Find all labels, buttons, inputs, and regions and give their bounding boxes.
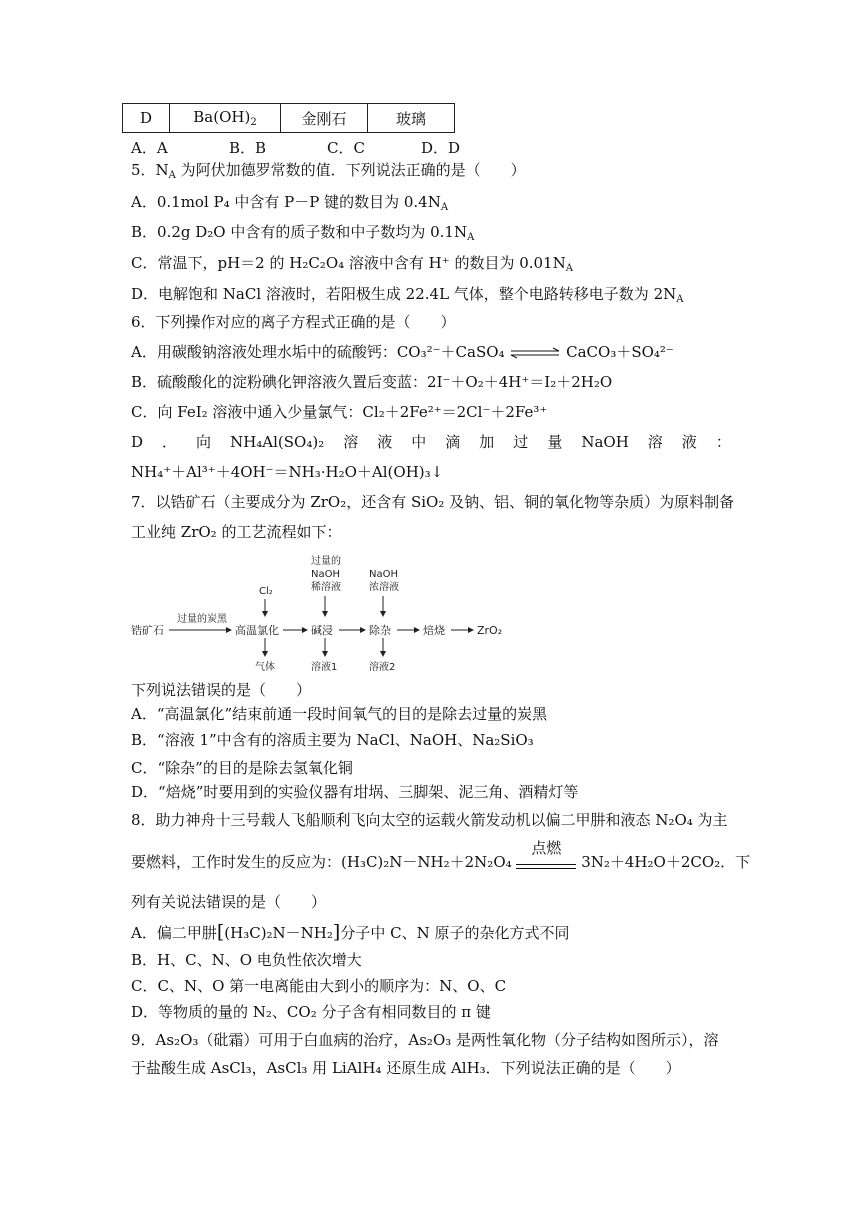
question-9-stem-line1: 9．As₂O₃（砒霜）可用于白血病的治疗，As₂O₃ 是两性氧化物（分子结构如图所示），溶 bbox=[131, 1031, 719, 1049]
question-7-ask: 下列说法错误的是（ ） bbox=[131, 681, 312, 699]
flow-reagent2-line2: NaOH bbox=[311, 569, 340, 580]
spaced-token: NaOH bbox=[581, 433, 629, 451]
stem-prefix: 5．N bbox=[131, 161, 169, 179]
flow-reagent1: Cl₂ bbox=[259, 586, 273, 597]
question-5-option-a bbox=[131, 192, 448, 218]
formula-text: (H₃C)₂N－NH₂ bbox=[224, 924, 333, 942]
question-8-stem-line3: 列有关说法错误的是（ ） bbox=[131, 893, 327, 911]
spaced-token: ． bbox=[162, 433, 178, 451]
table-cell-material: 玻璃 bbox=[368, 104, 455, 133]
question-8-option-b: B．H、C、N、O 电负性依次增大 bbox=[131, 951, 362, 969]
question-9-stem-line2: 于盐酸生成 AsCl₃，AsCl₃ 用 LiAlH₄ 还原生成 AlH₃．下列说法正确的是（ ） bbox=[131, 1059, 681, 1077]
question-7-option-c: C．“除杂”的目的是除去氢氧化铜 bbox=[131, 759, 353, 777]
spaced-token: NH₄Al(SO₄)₂ bbox=[230, 433, 325, 451]
table-row bbox=[123, 104, 455, 133]
flow-step1: 高温氯化 bbox=[235, 624, 279, 637]
spaced-token: 滴 bbox=[445, 433, 461, 451]
question-7-option-d: D．“焙烧”时要用到的实验仪器有坩埚、三脚架、泥三角、酒精灯等 bbox=[131, 783, 579, 801]
spaced-token: ： bbox=[715, 433, 731, 451]
flow-output1: 气体 bbox=[255, 662, 275, 673]
choice-d: D．D bbox=[421, 139, 461, 157]
spaced-token: 向 bbox=[196, 433, 212, 451]
table-cell-label: D bbox=[123, 104, 170, 133]
flow-arrow1-label: 过量的炭黑 bbox=[177, 614, 227, 625]
question-7-stem-line1: 7．以锆矿石（主要成分为 ZrO₂，还含有 SiO₂ 及钠、铝、铜的氧化物等杂质）为原料制备 bbox=[131, 493, 735, 511]
question-8-stem-line2 bbox=[131, 839, 751, 872]
table-cell-compound bbox=[170, 104, 281, 133]
question-6-option-a bbox=[131, 342, 674, 362]
option-subscript: A bbox=[467, 232, 475, 243]
question-7-option-a: A．“高温氯化”结束前通一段时间氧气的目的是除去过量的炭黑 bbox=[131, 705, 548, 723]
spaced-token: 量 bbox=[547, 433, 563, 451]
question-7-option-b: B．“溶液 1”中含有的溶质主要为 NaCl、NaOH、Na₂SiO₃ bbox=[131, 731, 534, 749]
reaction-products: 3N₂＋4H₂O＋2CO₂．下 bbox=[581, 853, 751, 871]
flow-step3: 除杂 bbox=[369, 624, 391, 637]
option-text: A．用碳酸钠溶液处理水垢中的硫酸钙：CO₃²⁻＋CaSO₄ bbox=[131, 343, 505, 361]
option-subscript: A bbox=[676, 294, 684, 305]
flow-step2: 碱浸 bbox=[311, 624, 333, 637]
spaced-token: D bbox=[131, 433, 144, 451]
process-flow-diagram bbox=[131, 552, 511, 676]
spaced-token: 溶 bbox=[343, 433, 359, 451]
option-text: A．0.1mol P₄ 中含有 P－P 键的数目为 0.4N bbox=[131, 193, 441, 211]
choice-c: C．C bbox=[327, 139, 365, 157]
question-5-option-b bbox=[131, 222, 474, 248]
stem-text: 为阿伏加德罗常数的值．下列说法正确的是（ ） bbox=[175, 161, 526, 179]
condition-label: 点燃 bbox=[531, 839, 562, 857]
spaced-token: 过 bbox=[513, 433, 529, 451]
compound-text: Ba(OH) bbox=[193, 108, 251, 126]
right-bracket: ] bbox=[332, 921, 341, 943]
table-cell-crystal: 金刚石 bbox=[281, 104, 368, 133]
option-table bbox=[122, 103, 455, 133]
flow-reagent3-line2: 浓溶液 bbox=[369, 582, 399, 593]
stem-subscript: A bbox=[168, 170, 176, 181]
question-6-option-b: B．硫酸酸化的淀粉碘化钾溶液久置后变蓝：2I⁻＋O₂＋4H⁺＝I₂＋2H₂O bbox=[131, 373, 613, 391]
question-6-option-c: C．向 FeI₂ 溶液中通入少量氯气：Cl₂＋2Fe²⁺＝2Cl⁻＋2Fe³⁺ bbox=[131, 403, 548, 421]
question-8-option-d: D．等物质的量的 N₂、CO₂ 分子含有相同数目的 π 键 bbox=[131, 1003, 491, 1021]
flow-reagent3-line1: NaOH bbox=[369, 569, 398, 580]
question-8-option-a bbox=[131, 922, 569, 943]
option-text: A．偏二甲肼 bbox=[131, 924, 217, 942]
question-6-option-d-equation: NH₄⁺＋Al³⁺＋4OH⁻＝NH₃·H₂O＋Al(OH)₃↓ bbox=[131, 463, 444, 481]
spaced-token: 液 bbox=[681, 433, 697, 451]
question-7-stem-line2: 工业纯 ZrO₂ 的工艺流程如下： bbox=[131, 523, 342, 541]
question-5-option-c bbox=[131, 253, 573, 279]
spaced-token: 加 bbox=[479, 433, 495, 451]
question-6-option-d bbox=[131, 432, 731, 452]
option-text-tail: 分子中 C、N 原子的杂化方式不同 bbox=[340, 924, 570, 942]
flow-end: ZrO₂ bbox=[477, 624, 503, 637]
compound-subscript: 2 bbox=[250, 117, 257, 128]
flow-reagent2-line1: 过量的 bbox=[311, 556, 341, 567]
flow-reagent2-line3: 稀溶液 bbox=[311, 582, 341, 593]
double-line-icon bbox=[516, 864, 576, 869]
spaced-token: 液 bbox=[377, 433, 393, 451]
flow-start: 锆矿石 bbox=[131, 624, 164, 637]
choice-b: B．B bbox=[229, 139, 267, 157]
flow-output2: 溶液1 bbox=[311, 662, 338, 673]
question-6-stem: 6．下列操作对应的离子方程式正确的是（ ） bbox=[131, 313, 456, 331]
flow-step4: 焙烧 bbox=[423, 624, 445, 637]
choice-a: A．A bbox=[131, 139, 168, 157]
flow-output3: 溶液2 bbox=[369, 662, 396, 673]
spaced-token: 溶 bbox=[647, 433, 663, 451]
left-bracket: [ bbox=[216, 921, 225, 943]
equilibrium-arrow-icon bbox=[509, 347, 561, 359]
option-subscript: A bbox=[565, 263, 573, 274]
option-text: C．常温下，pH＝2 的 H₂C₂O₄ 溶液中含有 H⁺ 的数目为 0.01N bbox=[131, 254, 566, 272]
question-5-option-d bbox=[131, 284, 683, 310]
option-subscript: A bbox=[440, 202, 449, 213]
question-5-stem bbox=[131, 160, 526, 186]
spaced-token: 中 bbox=[411, 433, 427, 451]
option-text-tail: CaCO₃＋SO₄²⁻ bbox=[566, 343, 674, 361]
question-8-stem-line1: 8．助力神舟十三号载人飞船顺利飞向太空的运载火箭发动机以偏二甲肼和液态 N₂O₄ 为主 bbox=[131, 811, 728, 829]
reaction-reactants: 要燃料，工作时发生的反应为：(H₃C)₂N－NH₂＋2N₂O₄ bbox=[131, 853, 512, 871]
option-text: D．电解饱和 NaCl 溶液时，若阳极生成 22.4L 气体，整个电路转移电子数为 2N bbox=[131, 285, 677, 303]
ignition-condition bbox=[516, 839, 576, 869]
option-text: B．0.2g D₂O 中含有的质子数和中子数均为 0.1N bbox=[131, 223, 468, 241]
question-8-option-c: C．C、N、O 第一电离能由大到小的顺序为：N、O、C bbox=[131, 977, 507, 995]
